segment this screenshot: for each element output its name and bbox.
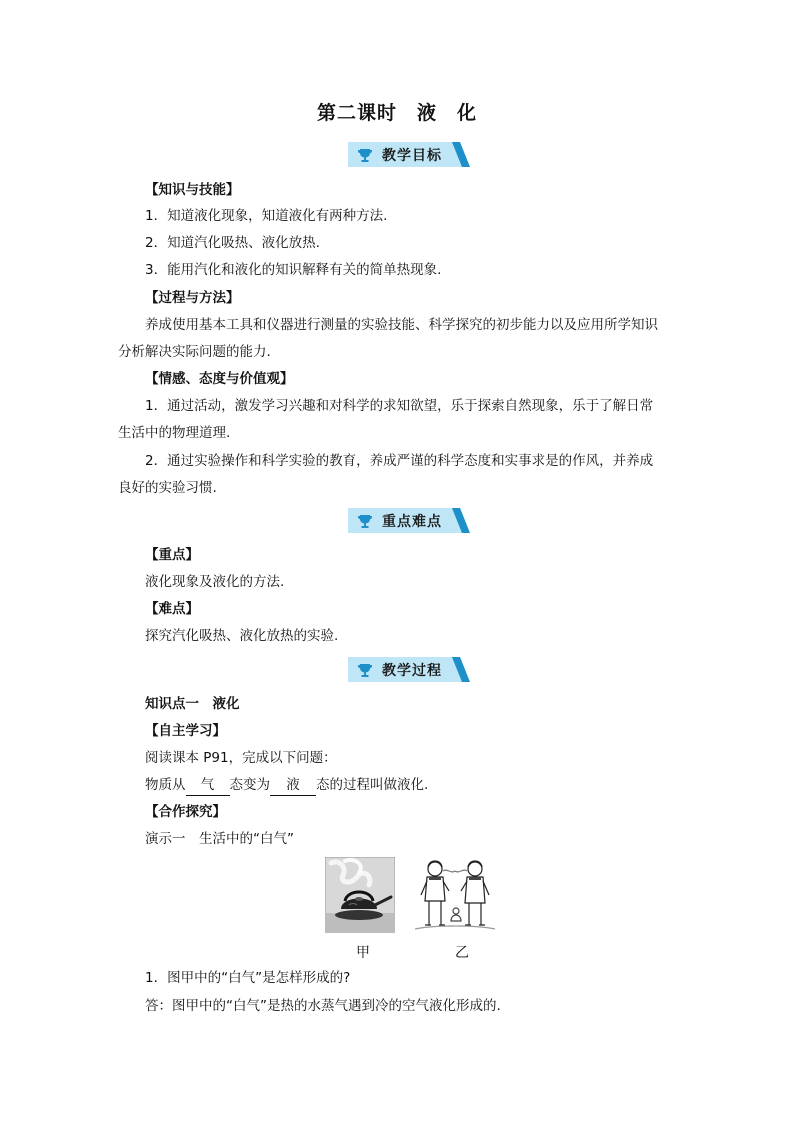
difficulty-text: 探究汽化吸热、液化放热的实验. xyxy=(145,628,339,644)
process-method-heading: 【过程与方法】 xyxy=(145,290,240,306)
fill-suffix: 态的过程叫做液化. xyxy=(316,777,429,793)
emotion-item-1-line-1: 1．通过活动，激发学习兴趣和对科学的求知欲望，乐于探索自然现象，乐于了解日常 xyxy=(145,398,654,414)
knowledge-item-3: 3．能用汽化和液化的知识解释有关的简单热现象. xyxy=(145,262,442,278)
section-banner-key-points xyxy=(348,508,470,533)
knowledge-point-1: 知识点一 液化 xyxy=(145,696,240,712)
knowledge-item-2: 2．知道汽化吸热、液化放热. xyxy=(145,235,320,251)
answer-1: 答：图甲中的“白气”是热的水蒸气遇到冷的空气液化形成的. xyxy=(145,998,501,1014)
children-breath-figure xyxy=(415,855,495,935)
process-method-line-2: 分析解决实际问题的能力. xyxy=(118,344,271,360)
trophy-icon xyxy=(357,147,373,163)
section-banner-objectives xyxy=(348,142,470,167)
fill-prefix: 物质从 xyxy=(145,777,186,793)
knowledge-heading: 【知识与技能】 xyxy=(145,182,240,198)
self-study-heading: 【自主学习】 xyxy=(145,723,226,739)
answer-blank-liquid: 液 xyxy=(270,775,316,796)
answer-blank-gas: 气 xyxy=(186,775,230,796)
cooperation-heading: 【合作探究】 xyxy=(145,804,226,820)
emotion-item-2-line-1: 2．通过实验操作和科学实验的教育，养成严谨的科学态度和实事求是的作风，并养成 xyxy=(145,453,654,469)
process-method-line-1: 养成使用基本工具和仪器进行测量的实验技能、科学探究的初步能力以及应用所学知识 xyxy=(145,317,658,333)
fill-middle: 态变为 xyxy=(229,777,270,793)
focus-text: 液化现象及液化的方法. xyxy=(145,574,285,590)
banner-label: 重点难点 xyxy=(382,514,442,530)
emotion-item-1-line-2: 生活中的物理道理. xyxy=(118,425,231,441)
trophy-icon xyxy=(357,513,373,529)
trophy-icon xyxy=(357,662,373,678)
focus-heading: 【重点】 xyxy=(145,547,199,563)
section-banner-process xyxy=(348,657,470,682)
emotion-heading: 【情感、态度与价值观】 xyxy=(145,371,294,387)
banner-label: 教学过程 xyxy=(382,663,442,679)
emotion-item-2-line-2: 良好的实验习惯. xyxy=(118,480,217,496)
knowledge-item-1: 1．知道液化现象，知道液化有两种方法. xyxy=(145,208,388,224)
kettle-steam-figure xyxy=(325,857,395,933)
page-title: 第二课时 液 化 xyxy=(316,102,477,124)
difficulty-heading: 【难点】 xyxy=(145,601,199,617)
figure-caption-yi: 乙 xyxy=(455,945,469,961)
figure-caption-jia: 甲 xyxy=(356,945,370,961)
reading-instruction: 阅读课本 P91，完成以下问题： xyxy=(145,750,337,766)
fill-in-sentence xyxy=(145,775,428,796)
banner-label: 教学目标 xyxy=(382,148,442,164)
demo-1-title: 演示一 生活中的“白气” xyxy=(145,831,294,847)
question-1: 1．图甲中的“白气”是怎样形成的? xyxy=(145,970,351,986)
